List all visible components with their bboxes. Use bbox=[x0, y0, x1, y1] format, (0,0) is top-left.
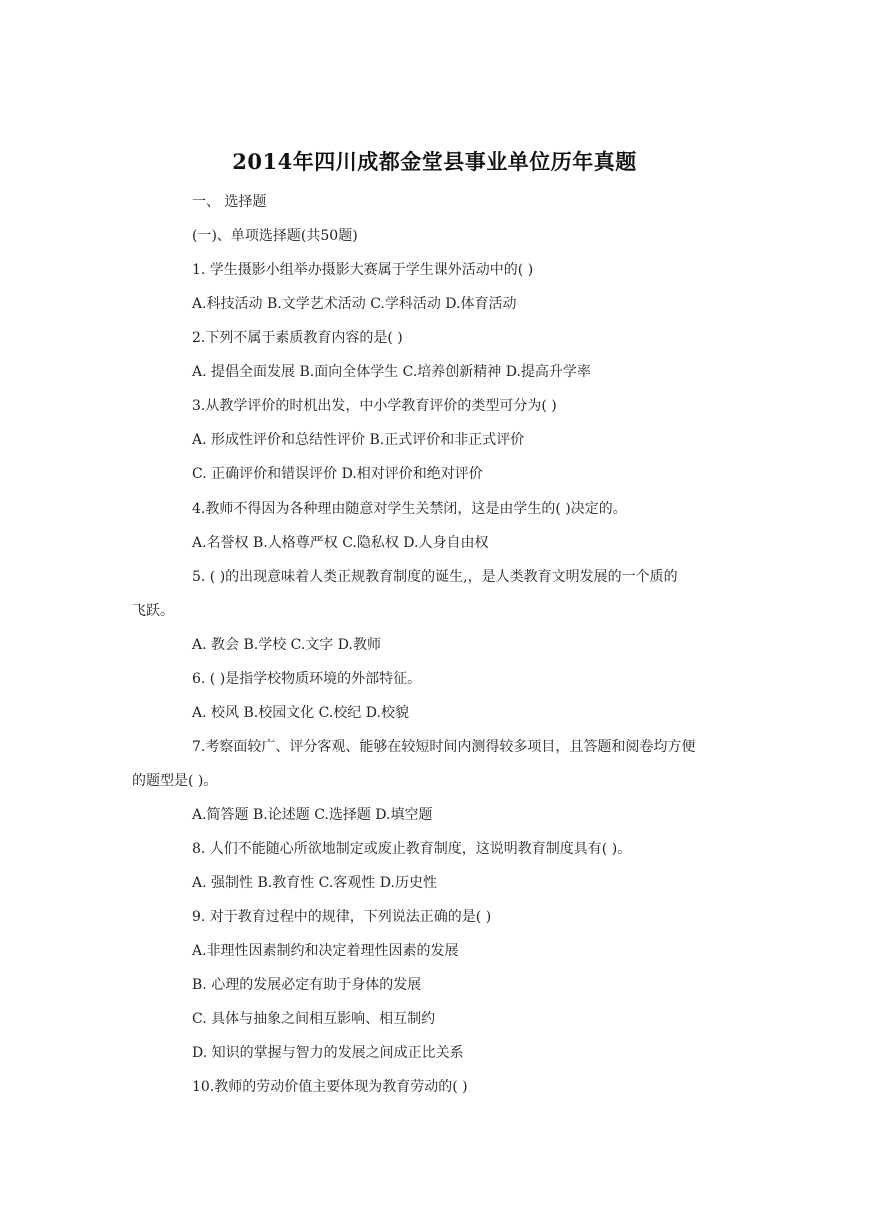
question-10-stem: 10.教师的劳动价值主要体现为教育劳动的( ) bbox=[192, 1079, 468, 1095]
question-8-stem: 8. 人们不能随心所欲地制定或废止教育制度，这说明教育制度具有( )。 bbox=[192, 841, 632, 857]
question-6-stem: 6. ( )是指学校物质环境的外部特征。 bbox=[192, 671, 422, 687]
question-9-option-b: B. 心理的发展必定有助于身体的发展 bbox=[192, 977, 422, 993]
question-1-options: A.科技活动 B.文学艺术活动 C.学科活动 D.体育活动 bbox=[192, 296, 517, 312]
question-1-stem: 1. 学生摄影小组举办摄影大赛属于学生课外活动中的( ) bbox=[192, 262, 534, 278]
question-2-stem: 2.下列不属于素质教育内容的是( ) bbox=[192, 330, 403, 346]
question-9-stem: 9. 对于教育过程中的规律，下列说法正确的是( ) bbox=[192, 909, 492, 925]
question-4-stem: 4.教师不得因为各种理由随意对学生关禁闭，这是由学生的( )决定的。 bbox=[192, 501, 627, 517]
question-9-option-d: D. 知识的掌握与智力的发展之间成正比关系 bbox=[192, 1045, 464, 1061]
question-8-options: A. 强制性 B.教育性 C.客观性 D.历史性 bbox=[192, 875, 437, 891]
question-7-options: A.简答题 B.论述题 C.选择题 D.填空题 bbox=[192, 807, 433, 823]
section-subheading: (一)、单项选择题(共50题) bbox=[192, 228, 358, 244]
page-title: 2014年四川成都金堂县事业单位历年真题 bbox=[232, 149, 637, 174]
question-4-options: A.名誉权 B.人格尊严权 C.隐私权 D.人身自由权 bbox=[192, 535, 489, 551]
question-5-stem: 5. ( )的出现意味着人类正规教育制度的诞生,，是人类教育文明发展的一个质的 bbox=[192, 569, 678, 585]
question-5-options: A. 教会 B.学校 C.文字 D.教师 bbox=[192, 637, 381, 653]
question-3-stem: 3.从教学评价的时机出发，中小学教育评价的类型可分为( ) bbox=[192, 398, 557, 414]
question-9-option-c: C. 具体与抽象之间相互影响、相互制约 bbox=[192, 1011, 436, 1027]
question-2-options: A. 提倡全面发展 B.面向全体学生 C.培养创新精神 D.提高升学率 bbox=[192, 364, 591, 380]
question-5-stem-continued: 飞跃。 bbox=[132, 603, 174, 619]
question-7-stem: 7.考察面较广、评分客观、能够在较短时间内测得较多项目，且答题和阅卷均方便 bbox=[192, 739, 696, 755]
question-6-options: A. 校风 B.校园文化 C.校纪 D.校貌 bbox=[192, 705, 409, 721]
question-9-option-a: A.非理性因素制约和决定着理性因素的发展 bbox=[192, 943, 459, 959]
question-3-options-ab: A. 形成性评价和总结性评价 B.正式评价和非正式评价 bbox=[192, 432, 525, 448]
question-7-stem-continued: 的题型是( )。 bbox=[132, 773, 218, 789]
question-3-options-cd: C. 正确评价和错误评价 D.相对评价和绝对评价 bbox=[192, 466, 483, 482]
section-heading: 一、 选择题 bbox=[192, 194, 267, 210]
